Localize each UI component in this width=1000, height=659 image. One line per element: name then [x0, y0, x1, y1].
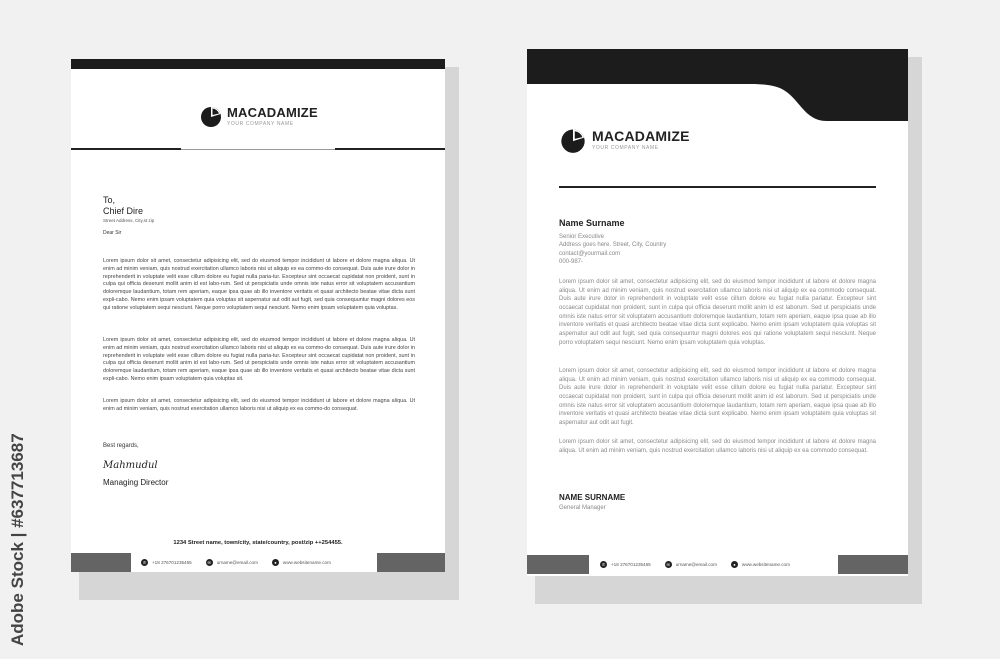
footer-website [272, 559, 331, 566]
header-wave-shape [527, 49, 908, 121]
footer-phone [600, 561, 651, 568]
recipient-address: Street Address, City,st zip [103, 217, 155, 223]
signer-name: NAME SURNAME [559, 493, 626, 502]
contact-footer [71, 553, 445, 572]
pie-logo-icon [559, 126, 587, 154]
divider-right [335, 148, 445, 150]
footer-email [665, 561, 717, 568]
recipient-name: Chief Dire [103, 206, 144, 217]
pie-logo-icon [199, 104, 223, 128]
footer-website [731, 561, 790, 568]
footer-bar-right [377, 553, 445, 572]
recipient-details [559, 233, 666, 267]
email-icon: ✉ [207, 560, 211, 565]
body-paragraph-1: Lorem ipsum dolor sit amet, consectetur adipisicing elit, sed do eiusmod tempor incididunt ut labore et dolore magna aliqua. Ut enim ad minim veniam, quis nostrud exercitation ullamco laboris nisi ut aliquip ex ea commodo consequat. Duis aute irure dolor in reprehenderit in voluptate velit esse cillum dolore eu fugiat nulla pariatur. Excepteur sint occaecat cupidatat non proident, sunt in culpa qui officia deserunt mollit anim id est laborum. Sed ut perspiciatis unde omnis iste natus error sit voluptatem accusantium doloremque laudantium, totam rem aperiam, eaque ipsa quae ab illo inventore veritatis et quasi architecto beatae vitae dicta sunt explicabo. Nemo enim ipsam voluptatem quia voluptas sit aspernatur aut odit aut fugit, sed quia consequuntur magni dolores eos qui ratione voluptatem sequi nesciunt. Neque porro voluptatem sequi nesciunt. Nemo enim ipsam voluptatem quia voluptas. [559, 279, 876, 346]
top-bar [71, 59, 445, 69]
signature: Mahmudul [103, 460, 158, 471]
email-text: urname@email.com [216, 560, 258, 565]
recipient-block [103, 195, 154, 223]
recipient-address: Address goes here. Street, City, Country [559, 242, 667, 249]
recipient-name: Name Surname [559, 218, 625, 228]
recipient-email: contact@yourmail.com [559, 250, 621, 257]
email-icon: ✉ [666, 562, 670, 567]
header-divider [559, 186, 876, 188]
phone-icon: ✆ [601, 562, 606, 567]
body-paragraph-2: Lorem ipsum dolor sit amet, consectetur adipisicing elit, sed do eiusmod tempor incididunt ut labore et dolore magna aliqua. Ut enim ad minim veniam, quis nostrud exercitation ullamco laboris nisi ut aliquip ex ea commo-do consequat. Duis aute irure dolor in reprehenderit in voluptate velit esse cillum dolore eu fugiat nulla paria-tur. Excepteur sint occaecat cupidatat non proident, sunt in culpa qui officia deserunt mollit anim id est labo-rum. Sed ut perspiciatis unde omnis iste natus error sit voluptatem accusantium doloremque laudantium, totam rem aperiam, eaque ipsa quae ab illo inventore veritatis et quasi architecto beatae vitae dicta sunt expli-cabo. Nemo enim ipsam voluptatem quia voluptas sit. [103, 337, 415, 383]
brand-name: MACADAMIZE [227, 104, 318, 120]
brand-tagline: YOUR COMPANY NAME [227, 120, 294, 127]
brand-logo [559, 126, 690, 154]
footer-bar-left [527, 555, 589, 574]
email-text: urname@email.com [675, 562, 717, 567]
letterhead-page-1 [71, 59, 445, 572]
signer-role: Managing Director [103, 478, 169, 487]
body-paragraph-3: Lorem ipsum dolor sit amet, consectetur adipisicing elit, sed do eiusmod tempor incididunt ut labore et dolore magna aliqua. Ut enim ad minim veniam, quis nostrud exercitation ullamco laboris nisi ut aliquip ex ea commo-do consequat. [103, 398, 415, 412]
footer-bar-left [71, 553, 131, 572]
footer-contacts [600, 555, 790, 574]
recipient-title: Senior Executive [559, 234, 605, 240]
body-paragraph-3: Lorem ipsum dolor sit amet, consectetur adipisicing elit, sed do eiusmod tempor incididunt ut labore et dolore magna aliqua. Ut enim ad minim veniam, quis nostrud exercitation ullamco laboris nisi ut aliquip ex ea commodo consequat. [559, 439, 876, 454]
body-paragraph-2: Lorem ipsum dolor sit amet, consectetur adipisicing elit, sed do eiusmod tempor incididunt ut labore et dolore magna aliqua. Ut enim ad minim veniam, quis nostrud exercitation ullamco laboris nisi ut aliquip ex ea commodo consequat. Duis aute irure dolor in reprehenderit in voluptate velit esse cillum dolore eu fugiat nulla pariatur. Excepteur sint occaecat cupidatat non proident, sunt in culpa qui officia deserunt mollit anim id est laborum. Sed ut perspiciatis unde omnis iste natus error sit voluptatem accusantium doloremque laudantium, totam rem aperiam, eaque ipsa quae ab illo inventore veritatis et quasi architecto beatae vitae dicta sunt explicabo. Nemo enim ipsam voluptatem quia voluptas sit aspernatur aut odit aut fugit. [559, 368, 876, 427]
footer-email [206, 559, 258, 566]
body-paragraph-1: Lorem ipsum dolor sit amet, consectetur adipisicing elit, sed do eiusmod tempor incididunt ut labore et dolore magna aliqua. Ut enim ad minim veniam, quis nostrud exercitation ullamco laboris nisi ut aliquip ex ea commo-do consequat. Duis aute irure dolor in reprehenderit in voluptate velit esse cillum dolore eu fugiat nulla paria-tur. Excepteur sint occaecat cupidatat non proident, sunt in culpa qui officia deserunt mollit anim id est labo-rum. Sed ut perspiciatis unde omnis iste natus error sit voluptatem accusantium doloremque laudantium, totam rem aperiam, eaque ipsa quae ab illo inventore veritatis et quasi architecto beatae vitae dicta sunt expli-cabo. Nemo enim ipsam voluptatem quia voluptas sit aspernatur aut odit aut fugit, sed quia consequuntur magni dolores eos qui ratione voluptatem sequi nesciunt. Neque porro voluptatem sequi nesciunt. Nemo enim ipsam voluptatem quia voluptas. [103, 258, 415, 311]
footer-contacts [141, 553, 331, 572]
globe-icon: ● [731, 561, 738, 568]
brand-name: MACADAMIZE [592, 128, 690, 144]
stock-id-text: Adobe Stock | #637713687 [8, 433, 27, 646]
signer-title: General Manager [559, 505, 606, 511]
closing: Best regards, [103, 443, 139, 449]
phone-text: +18 276701235465 [152, 560, 192, 565]
divider-middle [181, 149, 335, 150]
to-label: To, [103, 195, 116, 205]
recipient-phone: 000-987- [559, 259, 584, 266]
globe-icon: ● [272, 559, 279, 566]
phone-text: +18 276701235465 [611, 562, 651, 567]
company-address: 1234 Street name, town/city, state/country, post/zip ++254455. [173, 540, 343, 546]
brand-tagline: YOUR COMPANY NAME [592, 145, 659, 151]
footer-phone [141, 559, 192, 566]
divider-left [71, 148, 181, 150]
salutation: Dear Sir [103, 230, 122, 236]
contact-footer [527, 555, 908, 574]
website-text: www.websitename.com [282, 560, 331, 565]
phone-icon: ✆ [142, 560, 147, 565]
stock-watermark [2, 420, 42, 650]
brand-logo [199, 104, 318, 128]
letterhead-page-2 [527, 49, 908, 576]
website-text: www.websitename.com [741, 562, 790, 567]
footer-bar-right [838, 555, 908, 574]
